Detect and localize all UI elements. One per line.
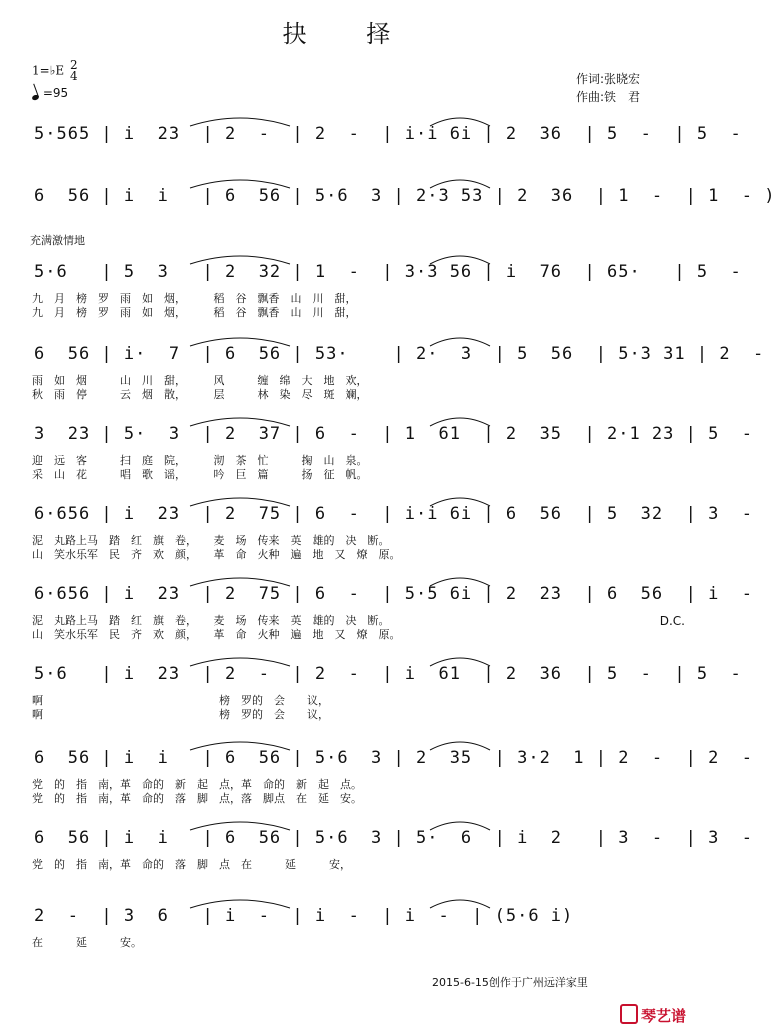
notation-line: 5·6 | i 23 | 2 - | 2 - | i 61 | 2 36 | 5 - | 5 - [34,664,742,684]
composer-credit: 作曲:铁 君 [576,90,641,104]
tempo-value: =95 [42,86,69,100]
slur-arc [430,256,490,264]
slur-arc [430,742,490,750]
lyric-line: 山 笑水乐军 民 齐 欢 颜， 革 命 火种 遍 地 又 燎 原。 [32,628,401,641]
notation-line: 3 23 | 5· 3 | 2 37 | 6 - | 1 61 | 2 35 | 2·1 23 | 5 - [34,424,754,444]
slur-arc [430,900,490,908]
slur-arc [190,658,290,666]
lyric-line: 采 山 花 唱 歌 谣， 吟 巨 篇 扬 征 帆。 [32,468,368,481]
slur-arc [190,822,290,830]
lyric-line: 雨 如 烟 山 川 甜， 风 缠 绵 大 地 欢， [32,374,368,387]
slur-arc [190,180,290,188]
slur-arc [430,418,490,426]
lyric-line: 党 的 指 南，革 命的 落 脚 点，落 脚点 在 延 安。 [32,792,362,805]
slur-marks [0,170,699,200]
slur-marks [0,732,699,762]
lyric-line: 山 笑水乐军 民 齐 欢 颜， 革 命 火种 遍 地 又 燎 原。 [32,548,401,561]
slur-arc [190,900,290,908]
notation-line: 6·656 | i 23 | 2 75 | 6 - | i·i 6i | 6 56 | 5 32 | 3 - [34,504,754,524]
time-sig-top: 2 [69,58,78,72]
slur-arc [430,822,490,830]
notation-line: 6·656 | i 23 | 2 75 | 6 - | 5·5 6i | 2 23 | 6 56 | i - [34,584,754,604]
footer-note: 2015-6-15创作于广州远洋家里 [432,976,588,989]
lyricist-credit: 作词:张晓宏 [576,72,641,86]
notation-line: 6 56 | i· 7 | 6 56 | 53· | 2· 3 | 5 56 | 5·3 31 | 2 - [34,344,765,364]
lyric-line: 在 延 安。 [32,936,142,949]
lyric-line: 九 月 榜 罗 雨 如 烟， 稻 谷 飘香 山 川 甜， [32,292,357,305]
lyric-line: 泥 丸路上马 踏 红 旗 卷， 麦 场 传来 英 雄的 决 断。 [32,614,390,627]
notation-line: 6 56 | i i | 6 56 | 5·6 3 | 5· 6 | i 2 | 3 - | 3 - [34,828,754,848]
slur-arc [430,658,490,666]
notation-line: 5·6 | 5 3 | 2 32 | 1 - | 3·3 56 | i 76 | 65· | 5 - [34,262,742,282]
lyric-line: 迎 远 客 扫 庭 院， 沏 茶 忙 掬 山 泉。 [32,454,368,467]
slur-marks [0,328,699,358]
expression-marking: 充满激情地 [30,234,85,247]
slur-arc [430,118,490,126]
slur-arc [190,118,290,126]
slur-arc [190,256,290,264]
slur-arc [190,418,290,426]
slur-marks [0,408,699,438]
slur-marks [0,568,699,598]
notation-line: 6 56 | i i | 6 56 | 5·6 3 | 2·3 53 | 2 36 | 1 - | 1 - ) [34,186,776,206]
lyric-line: 党 的 指 南，革 命的 落 脚 点 在 延 安， [32,858,351,871]
notation-line: 5·565 | i 23 | 2 - | 2 - | i·i 6i | 2 36 | 5 - | 5 - [34,124,742,144]
notation-line: 6 56 | i i | 6 56 | 5·6 3 | 2 35 | 3·2 1 | 2 - | 2 - [34,748,754,768]
key-signature [32,60,78,82]
slur-arc [430,498,490,506]
logo-icon [620,1004,638,1024]
slur-arc [430,180,490,188]
tempo-marking [32,86,68,100]
slur-marks [0,488,699,518]
lyric-line: 九 月 榜 罗 雨 如 烟， 稻 谷 飘香 山 川 甜， [32,306,357,319]
time-signature [70,60,78,82]
slur-marks [0,648,699,678]
lyric-line: 秋 雨 停 云 烟 散， 层 林 染 尽 斑 斓， [32,388,368,401]
key-label: 1=♭E [32,63,65,78]
site-logo [620,1004,686,1026]
song-title: 抉 择 [282,20,417,48]
slur-marks [0,890,699,920]
lyric-line: 泥 丸路上马 踏 红 旗 卷， 麦 场 传来 英 雄的 决 断。 [32,534,390,547]
slur-arc [190,338,290,346]
slur-arc [190,742,290,750]
slur-marks [0,246,699,276]
slur-arc [430,338,490,346]
logo-text: 琴艺谱 [641,1007,687,1025]
slur-marks [0,812,699,842]
notation-line: 2 - | 3 6 | i - | i - | i - | (5·6 i) [34,906,574,926]
time-sig-bottom: 4 [69,69,78,83]
quarter-note-icon [31,94,39,101]
slur-arc [430,578,490,586]
lyric-line: 党 的 指 南，革 命的 新 起 点，革 命的 新 起 点。 [32,778,362,791]
slur-arc [190,498,290,506]
dc-marking: D.C. [659,614,685,628]
lyric-line: 啊 榜 罗的 会 议， [32,694,329,707]
slur-marks [0,108,699,138]
slur-arc [190,578,290,586]
lyric-line: 啊 榜 罗的 会 议， [32,708,329,721]
